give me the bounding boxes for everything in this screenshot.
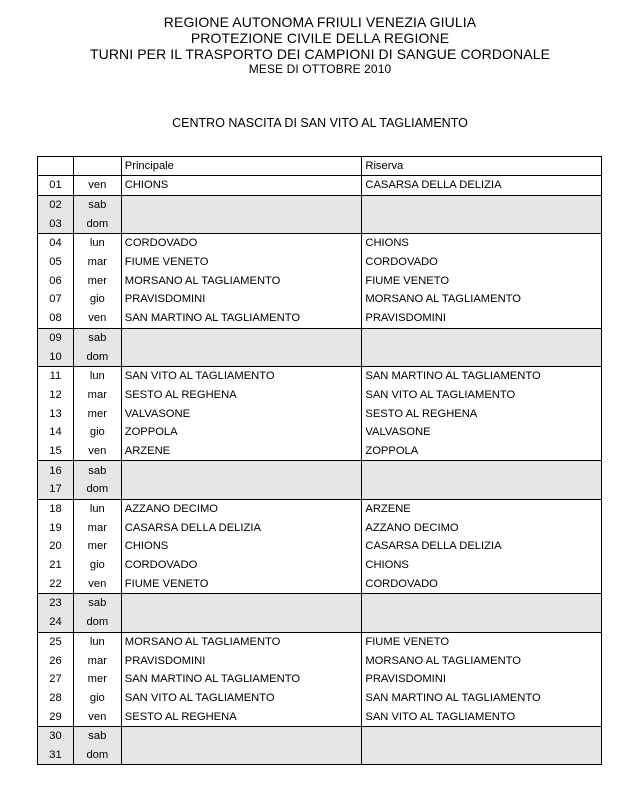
riserva-cell: MORSANO AL TAGLIAMENTO <box>362 290 602 309</box>
table-row <box>38 290 602 309</box>
table-row <box>38 670 602 689</box>
principale-cell: CHIONS <box>121 176 362 196</box>
day-number-cell: 10 <box>38 347 74 366</box>
day-number-cell: 08 <box>38 309 74 328</box>
riserva-cell: CHIONS <box>362 234 602 253</box>
riserva-cell <box>362 613 602 632</box>
day-number-cell: 16 <box>38 461 74 480</box>
day-number-cell: 31 <box>38 746 74 765</box>
principale-cell <box>121 594 362 613</box>
principale-cell <box>121 461 362 480</box>
day-number-cell: 22 <box>38 574 74 593</box>
day-number-cell: 09 <box>38 328 74 347</box>
principale-cell: SAN MARTINO AL TAGLIAMENTO <box>121 309 362 328</box>
riserva-cell: AZZANO DECIMO <box>362 518 602 537</box>
principale-cell <box>121 214 362 233</box>
table-row <box>38 689 602 708</box>
day-number-cell: 17 <box>38 480 74 499</box>
riserva-cell: SESTO AL REGHENA <box>362 404 602 423</box>
day-number-cell: 23 <box>38 594 74 613</box>
document-header <box>0 14 640 76</box>
weekday-cell: mar <box>73 518 121 537</box>
riserva-cell: ZOPPOLA <box>362 442 602 461</box>
table-row <box>38 423 602 442</box>
column-header-day-number <box>38 157 74 176</box>
principale-cell: SESTO AL REGHENA <box>121 386 362 405</box>
principale-cell: SAN VITO AL TAGLIAMENTO <box>121 366 362 385</box>
weekday-cell: ven <box>73 176 121 196</box>
table-row <box>38 234 602 253</box>
weekday-cell: gio <box>73 556 121 575</box>
day-number-cell: 27 <box>38 670 74 689</box>
riserva-cell: MORSANO AL TAGLIAMENTO <box>362 651 602 670</box>
day-number-cell: 29 <box>38 707 74 726</box>
riserva-cell <box>362 347 602 366</box>
riserva-cell: ARZENE <box>362 499 602 518</box>
weekday-cell: mer <box>73 670 121 689</box>
day-number-cell: 30 <box>38 726 74 745</box>
day-number-cell: 21 <box>38 556 74 575</box>
principale-cell: AZZANO DECIMO <box>121 499 362 518</box>
principale-cell: MORSANO AL TAGLIAMENTO <box>121 632 362 651</box>
table-row <box>38 404 602 423</box>
riserva-cell: SAN MARTINO AL TAGLIAMENTO <box>362 689 602 708</box>
weekday-cell: ven <box>73 309 121 328</box>
day-number-cell: 07 <box>38 290 74 309</box>
riserva-cell: SAN MARTINO AL TAGLIAMENTO <box>362 366 602 385</box>
shift-schedule-table <box>37 156 602 765</box>
column-header-riserva: Riserva <box>362 157 602 176</box>
riserva-cell: CORDOVADO <box>362 574 602 593</box>
principale-cell <box>121 726 362 745</box>
table-row <box>38 574 602 593</box>
principale-cell: CORDOVADO <box>121 556 362 575</box>
table-row <box>38 461 602 480</box>
day-number-cell: 28 <box>38 689 74 708</box>
riserva-cell: CHIONS <box>362 556 602 575</box>
day-number-cell: 14 <box>38 423 74 442</box>
riserva-cell <box>362 328 602 347</box>
table-row <box>38 328 602 347</box>
riserva-cell: SAN VITO AL TAGLIAMENTO <box>362 707 602 726</box>
table-row <box>38 271 602 290</box>
principale-cell <box>121 347 362 366</box>
weekday-cell: mar <box>73 386 121 405</box>
riserva-cell: PRAVISDOMINI <box>362 670 602 689</box>
table-row <box>38 707 602 726</box>
weekday-cell: sab <box>73 461 121 480</box>
principale-cell: CORDOVADO <box>121 234 362 253</box>
table-row <box>38 651 602 670</box>
weekday-cell: mer <box>73 404 121 423</box>
principale-cell: VALVASONE <box>121 404 362 423</box>
weekday-cell: sab <box>73 328 121 347</box>
table-header-row <box>38 157 602 176</box>
table-row <box>38 632 602 651</box>
day-number-cell: 01 <box>38 176 74 196</box>
day-number-cell: 26 <box>38 651 74 670</box>
day-number-cell: 03 <box>38 214 74 233</box>
principale-cell: ZOPPOLA <box>121 423 362 442</box>
table-row <box>38 442 602 461</box>
weekday-cell: ven <box>73 707 121 726</box>
table-row <box>38 746 602 765</box>
header-month: MESE DI OTTOBRE 2010 <box>248 62 392 76</box>
riserva-cell: FIUME VENETO <box>362 632 602 651</box>
weekday-cell: mer <box>73 537 121 556</box>
weekday-cell: dom <box>73 480 121 499</box>
day-number-cell: 02 <box>38 195 74 214</box>
riserva-cell: CORDOVADO <box>362 253 602 272</box>
weekday-cell: lun <box>73 499 121 518</box>
table-row <box>38 386 602 405</box>
principale-cell: CASARSA DELLA DELIZIA <box>121 518 362 537</box>
riserva-cell <box>362 480 602 499</box>
weekday-cell: dom <box>73 347 121 366</box>
table-row <box>38 253 602 272</box>
table-row <box>38 726 602 745</box>
riserva-cell <box>362 214 602 233</box>
table-row <box>38 195 602 214</box>
principale-cell <box>121 195 362 214</box>
weekday-cell: dom <box>73 746 121 765</box>
riserva-cell <box>362 461 602 480</box>
table-row <box>38 518 602 537</box>
riserva-cell: CASARSA DELLA DELIZIA <box>362 537 602 556</box>
header-region: REGIONE AUTONOMA FRIULI VENEZIA GIULIA <box>163 14 477 30</box>
principale-cell: SAN MARTINO AL TAGLIAMENTO <box>121 670 362 689</box>
principale-cell: PRAVISDOMINI <box>121 651 362 670</box>
riserva-cell <box>362 726 602 745</box>
table-row <box>38 176 602 196</box>
day-number-cell: 19 <box>38 518 74 537</box>
weekday-cell: lun <box>73 234 121 253</box>
birth-center-title: CENTRO NASCITA DI SAN VITO AL TAGLIAMENTO <box>172 116 468 130</box>
riserva-cell <box>362 746 602 765</box>
principale-cell: FIUME VENETO <box>121 253 362 272</box>
principale-cell: SESTO AL REGHENA <box>121 707 362 726</box>
weekday-cell: dom <box>73 214 121 233</box>
day-number-cell: 06 <box>38 271 74 290</box>
table-row <box>38 214 602 233</box>
principale-cell: PRAVISDOMINI <box>121 290 362 309</box>
principale-cell <box>121 328 362 347</box>
table-row <box>38 556 602 575</box>
header-protezione-civile: PROTEZIONE CIVILE DELLA REGIONE <box>190 30 450 46</box>
weekday-cell: mar <box>73 651 121 670</box>
column-header-principale: Principale <box>121 157 362 176</box>
principale-cell: SAN VITO AL TAGLIAMENTO <box>121 689 362 708</box>
weekday-cell: sab <box>73 594 121 613</box>
table-row <box>38 480 602 499</box>
riserva-cell: PRAVISDOMINI <box>362 309 602 328</box>
column-header-weekday <box>73 157 121 176</box>
table-row <box>38 347 602 366</box>
day-number-cell: 15 <box>38 442 74 461</box>
riserva-cell: CASARSA DELLA DELIZIA <box>362 176 602 196</box>
principale-cell: CHIONS <box>121 537 362 556</box>
weekday-cell: lun <box>73 632 121 651</box>
weekday-cell: gio <box>73 689 121 708</box>
day-number-cell: 04 <box>38 234 74 253</box>
day-number-cell: 12 <box>38 386 74 405</box>
weekday-cell: ven <box>73 574 121 593</box>
principale-cell <box>121 480 362 499</box>
weekday-cell: sab <box>73 195 121 214</box>
table-row <box>38 594 602 613</box>
principale-cell <box>121 746 362 765</box>
riserva-cell: VALVASONE <box>362 423 602 442</box>
table-body <box>38 176 602 765</box>
principale-cell: ARZENE <box>121 442 362 461</box>
day-number-cell: 24 <box>38 613 74 632</box>
weekday-cell: dom <box>73 613 121 632</box>
weekday-cell: ven <box>73 442 121 461</box>
table-row <box>38 613 602 632</box>
day-number-cell: 25 <box>38 632 74 651</box>
weekday-cell: mer <box>73 271 121 290</box>
day-number-cell: 13 <box>38 404 74 423</box>
day-number-cell: 18 <box>38 499 74 518</box>
table-row <box>38 309 602 328</box>
weekday-cell: lun <box>73 366 121 385</box>
riserva-cell: FIUME VENETO <box>362 271 602 290</box>
day-number-cell: 05 <box>38 253 74 272</box>
weekday-cell: gio <box>73 423 121 442</box>
riserva-cell: SAN VITO AL TAGLIAMENTO <box>362 386 602 405</box>
weekday-cell: gio <box>73 290 121 309</box>
header-turni-title: TURNI PER IL TRASPORTO DEI CAMPIONI DI SANGUE CORDONALE <box>89 46 551 62</box>
weekday-cell: mar <box>73 253 121 272</box>
day-number-cell: 11 <box>38 366 74 385</box>
riserva-cell <box>362 195 602 214</box>
day-number-cell: 20 <box>38 537 74 556</box>
table-row <box>38 499 602 518</box>
weekday-cell: sab <box>73 726 121 745</box>
principale-cell: FIUME VENETO <box>121 574 362 593</box>
table-row <box>38 537 602 556</box>
table-row <box>38 366 602 385</box>
riserva-cell <box>362 594 602 613</box>
principale-cell <box>121 613 362 632</box>
principale-cell: MORSANO AL TAGLIAMENTO <box>121 271 362 290</box>
